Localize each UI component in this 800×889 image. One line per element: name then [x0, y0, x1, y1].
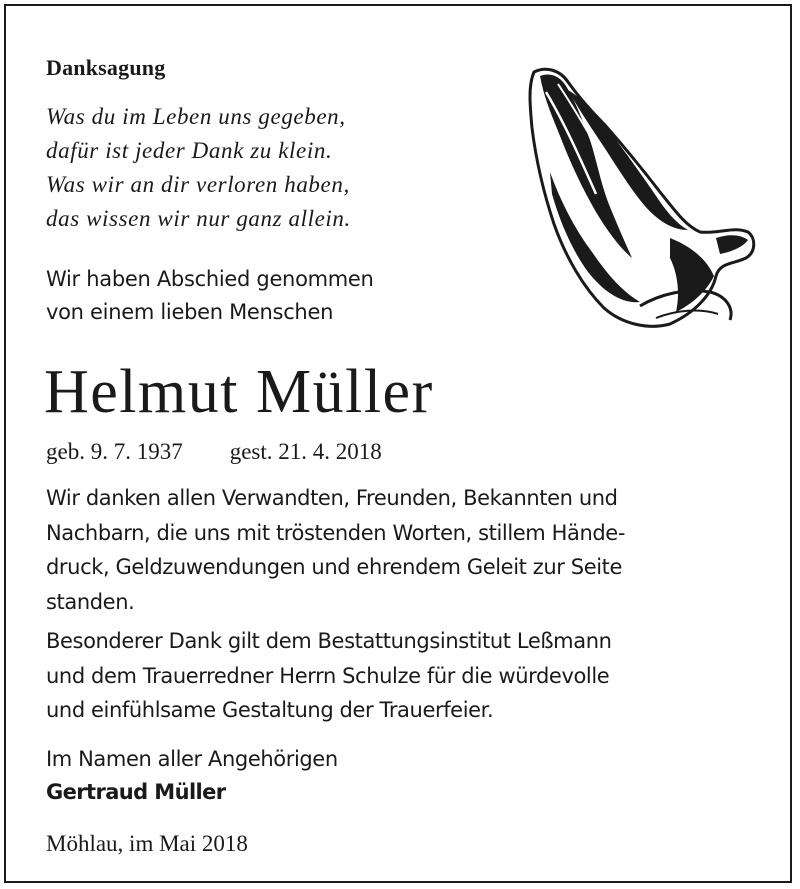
paragraph-line: und dem Trauerredner Herrn Schulze für die würdevolle [46, 663, 610, 688]
notice-heading: Danksagung [46, 55, 166, 80]
poem-line: Was wir an dir verloren haben, [46, 172, 350, 197]
birth-date: geb. 9. 7. 1937 [46, 439, 183, 464]
praying-hands-icon [520, 62, 760, 330]
thanks-paragraph [46, 481, 625, 619]
signature-block [46, 743, 338, 809]
paragraph-line: standen. [46, 589, 135, 614]
poem [46, 100, 351, 236]
paragraph-line: Besonderer Dank gilt dem Bestattungsinstitut Leßmann [46, 629, 612, 653]
poem-line: dafür ist jeder Dank zu klein. [46, 138, 333, 163]
paragraph-line: Wir danken allen Verwandten, Freunden, Bekannten und [46, 486, 618, 510]
poem-line: Was du im Leben uns gegeben, [46, 104, 346, 129]
death-date: gest. 21. 4. 2018 [229, 439, 382, 464]
deceased-name: Helmut Müller [44, 358, 434, 426]
on-behalf-text: Im Namen aller Angehörigen [46, 747, 338, 771]
special-thanks-paragraph [46, 624, 612, 728]
place-date: Möhlau, im Mai 2018 [46, 831, 248, 856]
intro-text [46, 263, 374, 329]
poem-line: das wissen wir nur ganz allein. [46, 206, 351, 231]
intro-line: von einem lieben Menschen [46, 300, 334, 324]
intro-line: Wir haben Abschied genommen [46, 267, 374, 291]
paragraph-line: druck, Geldzuwendungen und ehrendem Geleit zur Seite [46, 555, 623, 579]
life-dates [46, 437, 382, 467]
signer-name: Gertraud Müller [46, 780, 226, 804]
paragraph-line: und einfühlsame Gestaltung der Trauerfeier. [46, 698, 494, 722]
paragraph-line: Nachbarn, die uns mit tröstenden Worten, stillem Hände- [46, 520, 626, 545]
